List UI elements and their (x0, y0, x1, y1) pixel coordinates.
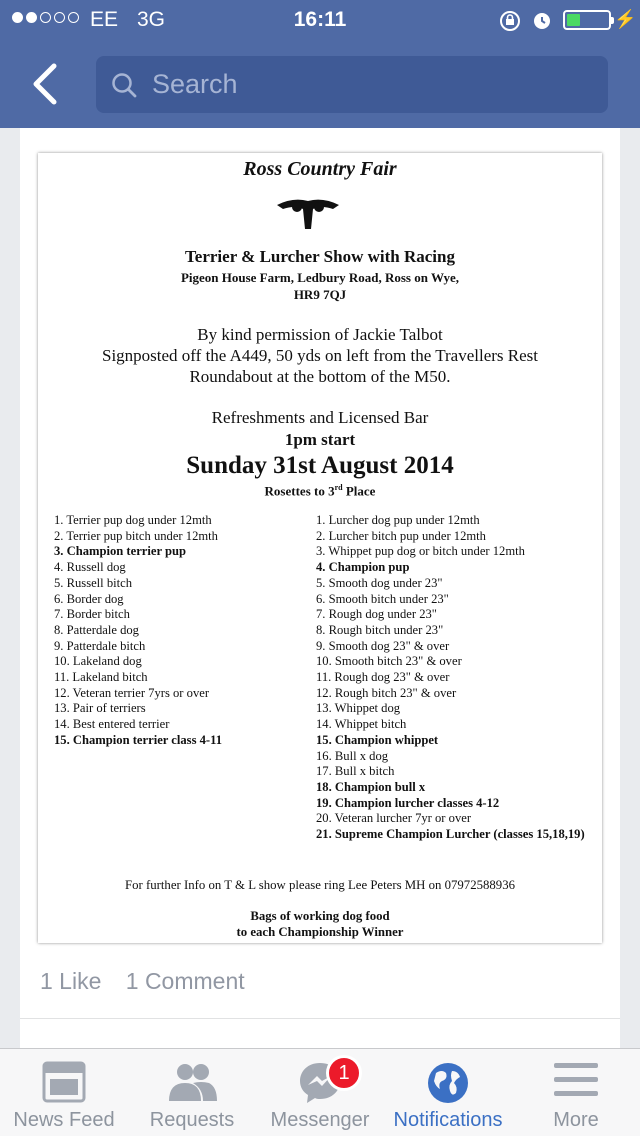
friend-requests-icon (165, 1061, 219, 1103)
class-list-item: 9. Smooth dog 23" & over (316, 638, 450, 653)
tab-more[interactable] (512, 1049, 640, 1136)
poster-image[interactable] (38, 153, 602, 943)
class-list-item: 12. Rough bitch 23" & over (316, 685, 457, 700)
status-time: 16:11 (293, 8, 347, 31)
notifications-globe-icon (426, 1061, 470, 1105)
poster-refreshments: Refreshments and Licensed Bar (211, 408, 429, 427)
top-bar (0, 0, 640, 128)
battery-icon (563, 10, 611, 30)
tab-requests[interactable] (128, 1049, 256, 1136)
poster-signposted-1: Signposted off the A449, 50 yds on left from the Travellers Rest (102, 346, 538, 365)
poster-permission: By kind permission of Jackie Talbot (197, 325, 443, 344)
class-list-item: 3. Champion terrier pup (54, 544, 187, 559)
class-list-item: 8. Rough bitch under 23" (316, 622, 444, 637)
class-list-item: 5. Russell bitch (54, 575, 133, 590)
terrier-classes-list (54, 513, 314, 749)
class-list-item: 11. Lakeland bitch (54, 670, 148, 685)
class-list-item: 5. Smooth dog under 23" (316, 575, 443, 590)
lurcher-classes-list (316, 513, 598, 843)
logo-letter: R (293, 214, 302, 228)
tab-bar (0, 1048, 640, 1136)
poster-date: Sunday 31st August 2014 (186, 452, 454, 479)
poster-bags-1: Bags of working dog food (250, 909, 390, 923)
class-list-item: 1. Terrier pup dog under 12mth (54, 513, 212, 527)
status-bar (0, 0, 640, 42)
class-list-item: 13. Whippet dog (316, 701, 401, 716)
class-list-item: 11. Rough dog 23" & over (316, 670, 450, 685)
tab-label: Messenger (270, 1109, 370, 1131)
class-list-item: 18. Champion bull x (316, 779, 426, 794)
poster-address-1: Pigeon House Farm, Ledbury Road, Ross on Wye, (180, 270, 460, 285)
back-button[interactable] (26, 62, 66, 106)
class-list-item: 3. Whippet pup dog or bitch under 12mth (316, 544, 525, 559)
class-list-item: 7. Border bitch (54, 607, 130, 622)
poster-title: Ross Country Fair (243, 158, 397, 180)
poster-signposted-2: Roundabout at the bottom of the M50. (189, 367, 451, 386)
poster-bags-2: to each Championship Winner (236, 925, 404, 939)
tab-label: News Feed (13, 1109, 115, 1131)
class-list-item: 8. Patterdale dog (54, 622, 139, 637)
class-list-item: 12. Veteran terrier 7yrs or over (54, 685, 210, 700)
class-list-item: 2. Terrier pup bitch under 12mth (54, 528, 218, 543)
tab-notifications[interactable] (384, 1049, 512, 1136)
class-list-item: 6. Border dog (54, 591, 124, 606)
class-list-item: 1. Lurcher dog pup under 12mth (316, 513, 480, 527)
class-list-item: 6. Smooth bitch under 23" (316, 591, 449, 606)
class-list-item: 10. Lakeland dog (54, 654, 142, 669)
class-list-item: 20. Veteran lurcher 7yr or over (316, 811, 472, 826)
class-list-item: 9. Patterdale bitch (54, 638, 146, 653)
poster-info: For further Info on T & L show please ring Lee Peters MH on 07972588936 (124, 878, 515, 892)
tab-label: More (553, 1109, 599, 1131)
alarm-icon (531, 9, 553, 31)
poster-start-time: 1pm start (284, 430, 356, 449)
search-icon (110, 71, 138, 99)
fair-logo-icon (273, 195, 343, 231)
class-list-item: 13. Pair of terriers (54, 701, 146, 716)
news-feed-icon (42, 1061, 86, 1103)
class-list-item: 10. Smooth bitch 23" & over (316, 654, 462, 669)
tab-news-feed[interactable] (0, 1049, 128, 1136)
class-list-item: 14. Whippet bitch (316, 717, 407, 732)
charging-icon: ⚡ (614, 9, 637, 29)
comments-count[interactable]: 1 Comment (125, 968, 245, 994)
divider (20, 1018, 620, 1019)
tab-messenger[interactable] (256, 1049, 384, 1136)
class-list-item: 4. Champion pup (316, 560, 410, 575)
class-list-item: 14. Best entered terrier (54, 717, 170, 732)
likes-count[interactable]: 1 Like (40, 968, 102, 994)
class-list-item: 16. Bull x dog (316, 748, 389, 763)
rotation-lock-icon (498, 9, 522, 33)
search-input[interactable] (96, 56, 608, 113)
class-list-item: 4. Russell dog (54, 560, 126, 575)
post-card (20, 128, 620, 1048)
class-list-item: 21. Supreme Champion Lurcher (classes 15,18,19) (316, 827, 585, 842)
tab-label: Requests (149, 1109, 235, 1131)
class-list-item: 15. Champion terrier class 4-11 (54, 732, 223, 747)
poster-rosettes: Rosettes to 3rd Place (264, 483, 376, 499)
search-placeholder: Search (152, 69, 238, 99)
tab-label: Notifications (393, 1109, 503, 1131)
network-type: 3G (137, 8, 166, 31)
messenger-badge: 1 (326, 1055, 362, 1091)
class-list-item: 2. Lurcher bitch pup under 12mth (316, 528, 486, 543)
post-stats (40, 968, 245, 995)
carrier-name: EE (90, 8, 119, 31)
class-list-item: 17. Bull x bitch (316, 764, 395, 779)
poster-address-2: HR9 7QJ (293, 287, 347, 302)
class-list-item: 15. Champion whippet (316, 732, 439, 747)
class-list-item: 7. Rough dog under 23" (316, 607, 437, 622)
menu-icon (554, 1061, 598, 1099)
poster-event: Terrier & Lurcher Show with Racing (185, 247, 455, 266)
class-list-item: 19. Champion lurcher classes 4-12 (316, 795, 500, 810)
